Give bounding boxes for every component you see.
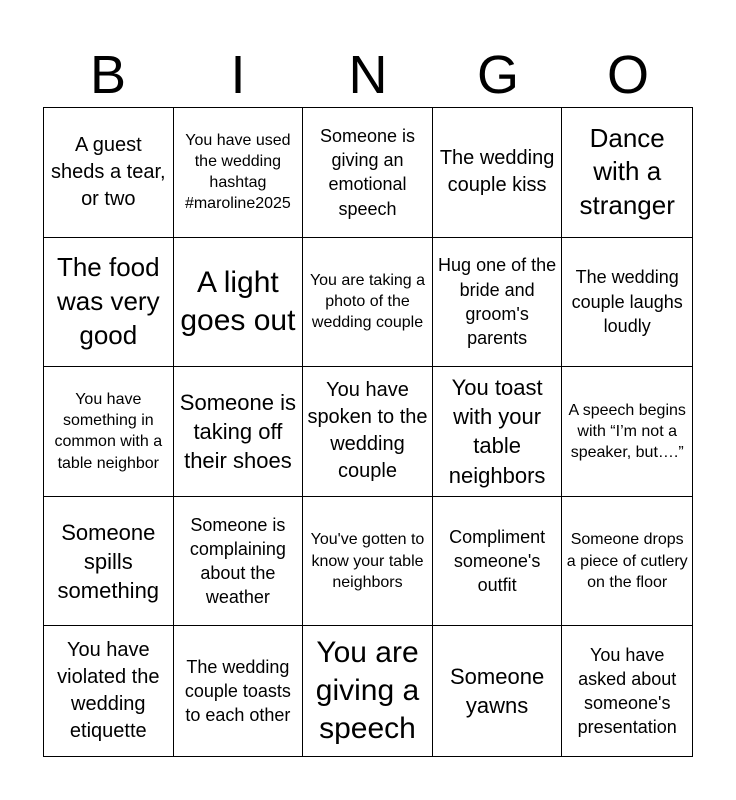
bingo-cell-text: You have asked about someone's presentation [577, 644, 677, 738]
bingo-cell-r3-c5[interactable] [562, 367, 692, 497]
header-letter-i: I [230, 45, 246, 105]
bingo-cell-text: You are taking a photo of the wedding couple [309, 272, 426, 332]
bingo-cell-text: Someone spills something [57, 519, 160, 603]
bingo-board [43, 107, 693, 757]
bingo-cell-r5-c4[interactable] [433, 626, 563, 756]
bingo-cell-text: Compliment someone's outfit [449, 526, 546, 596]
bingo-cell-text: Someone is complaining about the weather [189, 514, 286, 608]
bingo-cell-text: You have something in common with a table neighbor [54, 391, 163, 472]
bingo-header [43, 40, 693, 108]
bingo-cell-r1-c3[interactable] [303, 108, 433, 238]
header-letter-g: G [476, 45, 519, 105]
bingo-cell-text: You have violated the wedding etiquette [57, 639, 160, 743]
bingo-cell-text: The wedding couple laughs loudly [571, 267, 683, 337]
bingo-cell-text: You are giving a speech [315, 635, 420, 746]
bingo-cell-r1-c5[interactable] [562, 108, 692, 238]
bingo-cell-r1-c2[interactable] [174, 108, 304, 238]
bingo-cell-r5-c3[interactable] [303, 626, 433, 756]
bingo-cell-text: Someone is taking off their shoes [179, 389, 296, 473]
bingo-cell-r5-c5[interactable] [562, 626, 692, 756]
bingo-cell-r2-c2[interactable] [174, 238, 304, 368]
bingo-cell-r4-c1[interactable] [44, 497, 174, 627]
bingo-cell-r3-c4[interactable] [433, 367, 563, 497]
bingo-cell-r4-c5[interactable] [562, 497, 692, 627]
bingo-cell-text: You toast with your table neighbors [448, 375, 546, 488]
bingo-cell-text: Someone drops a piece of cutlery on the floor [566, 531, 688, 591]
header-letter-o: O [606, 45, 649, 105]
bingo-cell-r1-c4[interactable] [433, 108, 563, 238]
header-letter-n: N [348, 45, 388, 105]
bingo-cell-text: A light goes out [180, 265, 296, 337]
bingo-cell-text: You've gotten to know your table neighbors [310, 531, 425, 591]
bingo-cell-r5-c2[interactable] [174, 626, 304, 756]
bingo-cell-r2-c4[interactable] [433, 238, 563, 368]
bingo-cell-r1-c1[interactable] [44, 108, 174, 238]
bingo-cell-text: The food was very good [56, 252, 160, 350]
bingo-cell-text: Someone is giving an emotional speech [319, 125, 416, 219]
bingo-cell-text: You have spoken to the wedding couple [307, 379, 428, 483]
bingo-cell-text: Dance with a stranger [579, 122, 675, 221]
bingo-cell-r3-c1[interactable] [44, 367, 174, 497]
bingo-cell-r4-c2[interactable] [174, 497, 304, 627]
bingo-cell-text: Hug one of the bride and groom's parents [438, 255, 557, 349]
header-letter-b: B [89, 45, 127, 105]
bingo-cell-text: The wedding couple toasts to each other [184, 656, 291, 726]
bingo-cell-r3-c3[interactable] [303, 367, 433, 497]
bingo-cell-r4-c3[interactable] [303, 497, 433, 627]
bingo-cell-text: A speech begins with “I’m not a speaker, but….” [568, 401, 686, 462]
bingo-cell-r2-c3[interactable] [303, 238, 433, 368]
bingo-cell-r4-c4[interactable] [433, 497, 563, 627]
bingo-cell-r2-c5[interactable] [562, 238, 692, 368]
bingo-cell-text: Someone yawns [450, 664, 545, 719]
bingo-cell-r2-c1[interactable] [44, 238, 174, 368]
bingo-cell-text: You have used the wedding hashtag #maroline2025 [184, 132, 291, 213]
bingo-cell-r3-c2[interactable] [174, 367, 304, 497]
bingo-cell-r5-c1[interactable] [44, 626, 174, 756]
bingo-cell-text: The wedding couple kiss [439, 147, 555, 197]
bingo-cell-text: A guest sheds a tear, or two [51, 133, 166, 210]
